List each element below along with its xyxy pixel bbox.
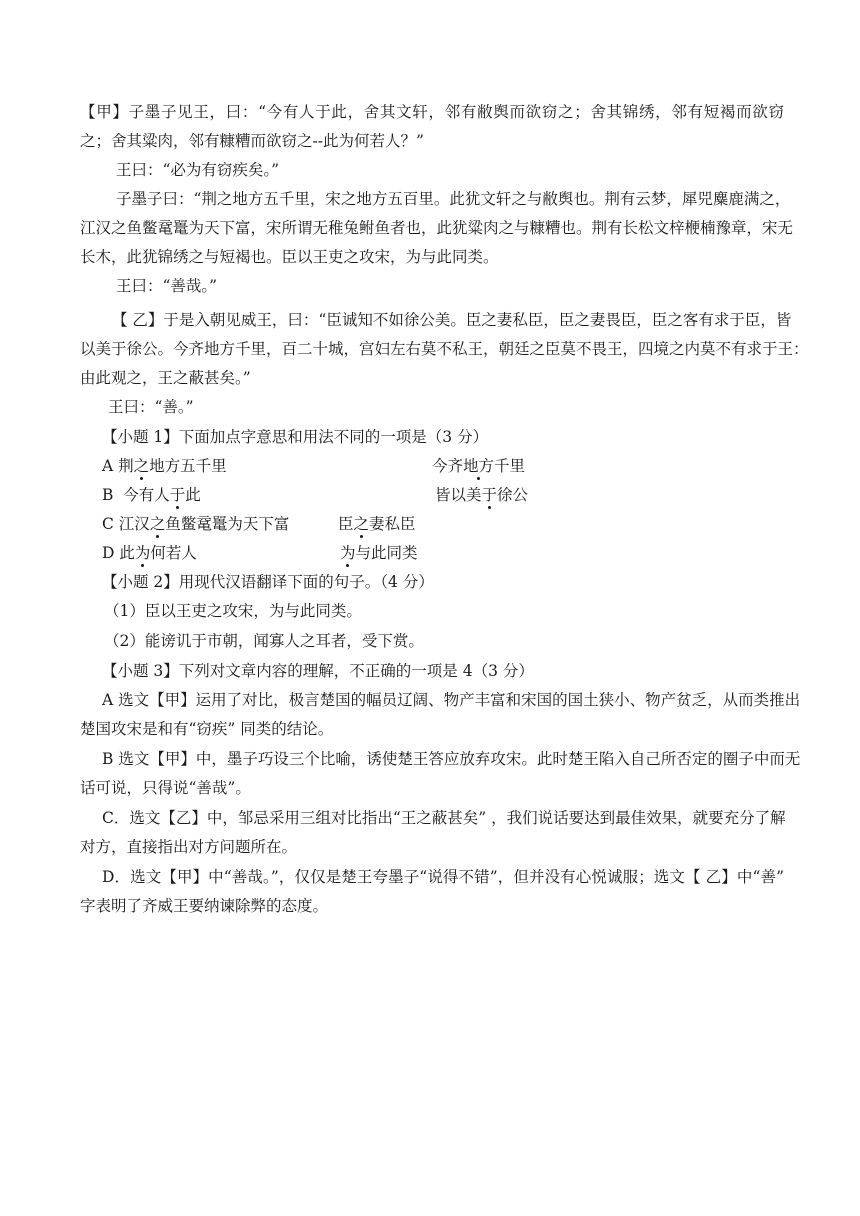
dotted-char: 之 <box>149 515 166 533</box>
passage-jia-line: 江汉之鱼鳖鼋鼍为天下富，宋所谓无稚兔鲋鱼者也，此犹粱肉之与糠糟也。荆有长松文梓楩楠豫章，宋无 <box>80 219 794 237</box>
passage-yi-line: 以美于徐公。今齐地方千里，百二十城，宫妇左右莫不私王，朝廷之臣莫不畏王，四境之内莫不有求于王： <box>80 340 809 358</box>
dotted-char: 于 <box>169 486 186 504</box>
dotted-char: 之 <box>133 457 150 475</box>
q3-option-d-line: D．选文【甲】中“善哉。”，仅仅是楚王夸墨子“说得不错”，但并没有心悦诚服；选文【 乙】中“善” <box>102 868 784 886</box>
passage-yi-line: 由此观之，王之蔽甚矣。” <box>80 369 251 387</box>
dotted-char: 地方 <box>463 457 495 475</box>
q1-option-a-compare: 今齐地方千里 <box>432 457 526 475</box>
passage-yi-line: 【 乙】于是入朝见威王，曰：“臣诚知不如徐公美。臣之妻私臣，臣之妻畏臣，臣之客有求于臣，皆 <box>112 311 792 329</box>
q1-option-b: B 今有人于此 皆以美于徐公 <box>102 486 529 504</box>
q1-option-d: D 此为何若人 为与此同类 <box>102 544 418 562</box>
question-1-stem: 【小题 1】下面加点字意思和用法不同的一项是（3 分） <box>102 428 489 446</box>
passage-jia-line: 王曰：“必为有窃疾矣。” <box>116 161 280 179</box>
passage-jia-line: 长木，此犹锦绣之与短褐也。臣以王吏之攻宋，为与此同类。 <box>80 248 499 266</box>
q2-item: （2）能谤讥于市朝，闻寡人之耳者，受下赏。 <box>104 632 424 650</box>
question-3-stem: 【小题 3】下列对文章内容的理解，不正确的一项是 4（3 分） <box>102 662 534 680</box>
dotted-char: 为 <box>134 544 151 562</box>
dotted-char: 于 <box>481 486 498 504</box>
question-2-stem: 【小题 2】用现代汉语翻译下面的句子。（4 分） <box>102 573 434 591</box>
q3-option-b-line: B 选文【甲】中，墨子巧设三个比喻，诱使楚王答应放弃攻宋。此时楚王陷入自己所否定的圈子中而无 <box>102 750 801 768</box>
q1-option-b-compare: 皆以美于徐公 <box>435 486 529 504</box>
q1-option-c-compare: 臣之妻私臣 <box>338 515 416 533</box>
q3-option-d-line: 字表明了齐威王要纳谏除弊的态度。 <box>80 897 329 915</box>
passage-jia-line: 【甲】子墨子见王，曰：“今有人于此，舍其文轩，邻有敝舆而欲窃之；舍其锦绣，邻有短褐而欲窃 <box>80 103 784 121</box>
q3-option-c-line: C．选文【乙】中，邹忌采用三组对比指出“王之蔽甚矣” ，我们说话要达到最佳效果，就要充分了解 <box>102 809 786 827</box>
q3-option-c-line: 对方，直接指出对方问题所在。 <box>80 838 298 856</box>
q3-option-b-line: 话可说，只得说“善哉”。 <box>80 779 251 797</box>
passage-jia-line: 之；舍其粱肉，邻有糠糟而欲窃之--此为何若人？” <box>80 132 424 150</box>
q1-option-c: C 江汉之鱼鳖鼋鼍为天下富 臣之妻私臣 <box>102 515 416 533</box>
passage-jia-line: 子墨子曰：“荆之地方五千里，宋之地方五百里。此犹文轩之与敝舆也。荆有云梦，犀兕麋鹿满之， <box>116 190 791 208</box>
q1-option-a: A 荆之地方五千里 今齐地方千里 <box>102 457 526 475</box>
passage-jia-line: 王曰：“善哉。” <box>116 277 218 295</box>
passage-yi-line: 王曰：“善。” <box>108 398 194 416</box>
q3-option-a-line: 楚国攻宋是和有“窃疾” 同类的结论。 <box>80 720 334 738</box>
q1-option-d-compare: 为与此同类 <box>340 544 418 562</box>
q2-item: （1）臣以王吏之攻宋，为与此同类。 <box>104 602 362 620</box>
dotted-char: 为 <box>340 544 356 562</box>
q3-option-a-line: A 选文【甲】运用了对比，极言楚国的幅员辽阔、物产丰富和宋国的国土狭小、物产贫乏，从而类推出 <box>102 691 801 709</box>
dotted-char: 之 <box>353 515 370 533</box>
